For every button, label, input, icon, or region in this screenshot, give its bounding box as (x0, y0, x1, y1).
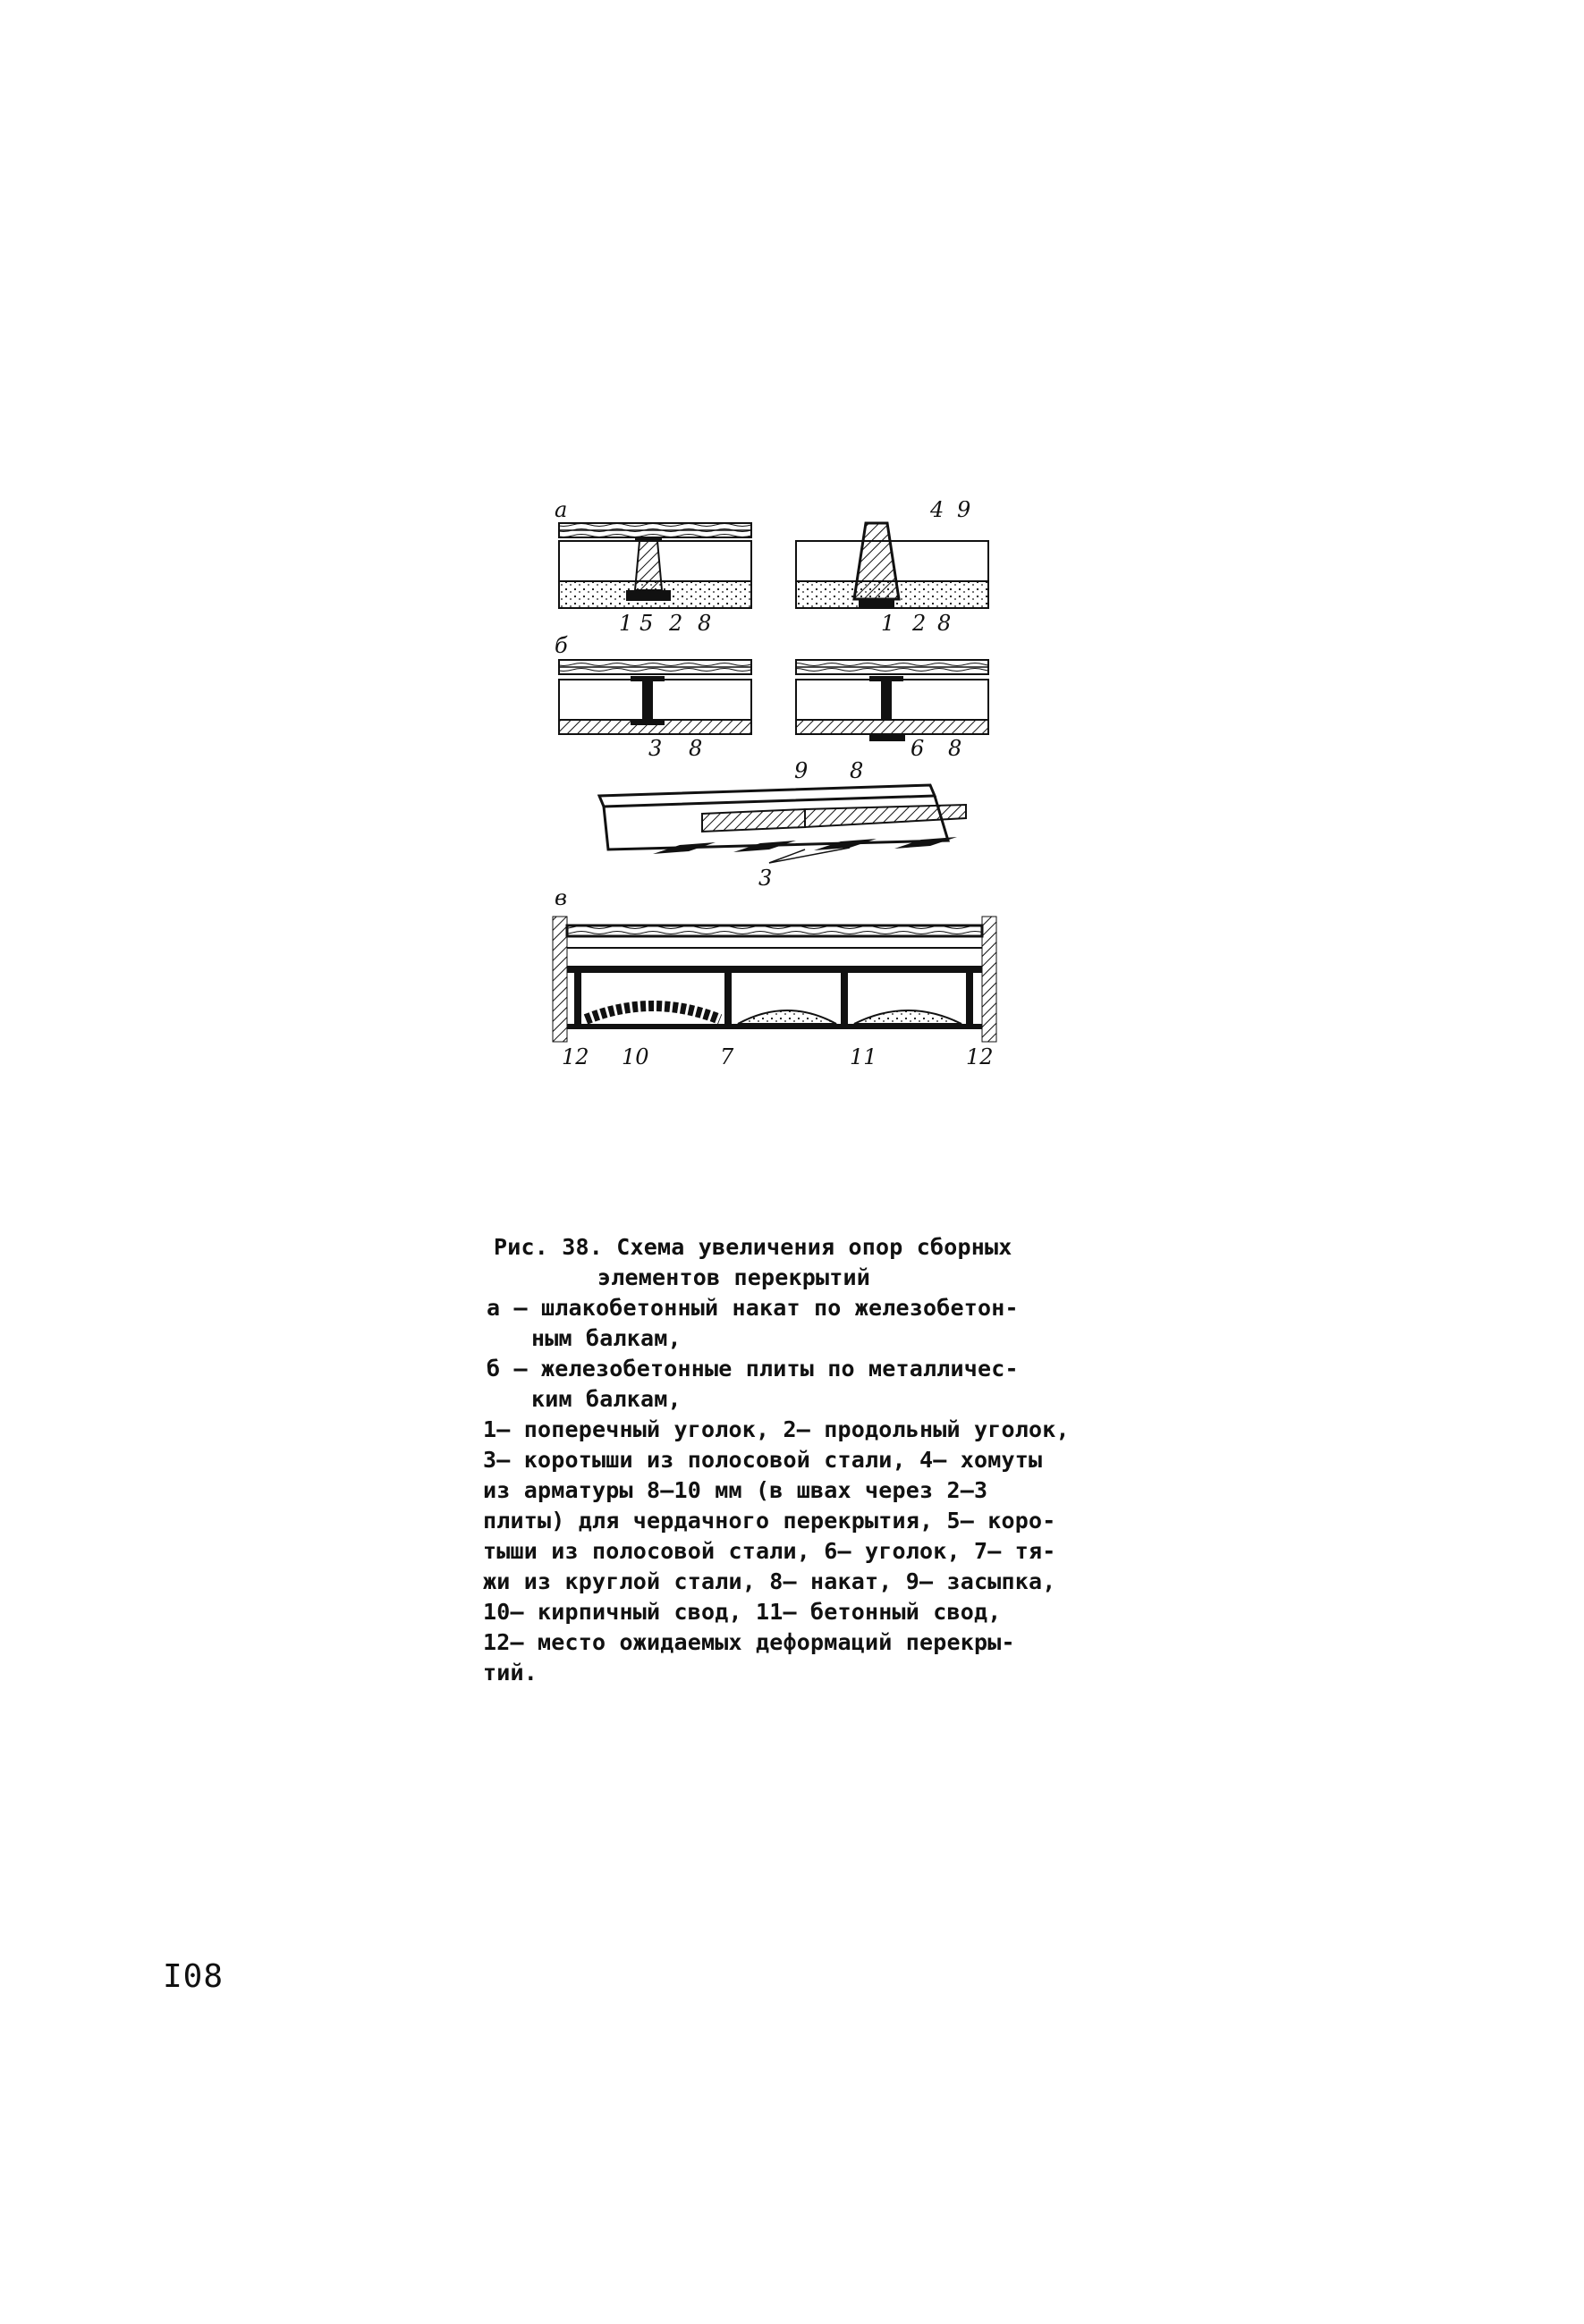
diagram-v (553, 917, 996, 1042)
caption-legend-line: жи из круглой стали, 8– накат, 9– засыпка, (483, 1568, 1056, 1594)
callout-b-left-8: 8 (689, 736, 703, 761)
callout-a-left-8: 8 (698, 611, 712, 636)
callout-v-12-left: 12 (562, 1044, 589, 1069)
figure-caption (483, 1232, 1127, 1688)
caption-legend-line: 10– кирпичный свод, 11– бетонный свод, (483, 1599, 1002, 1625)
diagram-a-left (559, 523, 751, 608)
diagram-b-right (796, 660, 988, 741)
callout-b-persp-3: 3 (758, 866, 773, 891)
diagram-a-right (796, 523, 988, 608)
callout-b-left-3: 3 (648, 736, 663, 761)
caption-legend-line: тий. (483, 1660, 538, 1686)
callout-v-7: 7 (720, 1044, 734, 1069)
caption-legend-line: 12– место ожидаемых деформаций перекры- (483, 1629, 1015, 1655)
caption-legend-line: 3– коротыши из полосовой стали, 4– хомуты (483, 1447, 1043, 1473)
caption-legend-line: тыши из полосовой стали, 6– уголок, 7– тя- (483, 1538, 1056, 1564)
page-number: I08 (163, 1958, 224, 1995)
caption-item-b-line-1: б – железобетонные плиты по металличес- (487, 1356, 1019, 1382)
callout-a-left-2: 2 (669, 611, 683, 636)
callout-a-left-5: 5 (640, 611, 654, 636)
diagram-b-perspective (599, 785, 966, 863)
callout-a-right-1: 1 (881, 611, 895, 636)
caption-legend-line: плиты) для чердачного перекрытия, 5– коро- (483, 1508, 1056, 1534)
callout-b-right-6: 6 (911, 736, 925, 761)
caption-legend-line: 1– поперечный уголок, 2– продольный уголок, (483, 1416, 1070, 1442)
caption-item-a-line-2: ным балкам, (531, 1325, 682, 1351)
callout-b-persp-9: 9 (794, 758, 809, 783)
section-label-v: в (555, 885, 567, 910)
section-label-a: а (555, 501, 568, 522)
callout-b-persp-8: 8 (850, 758, 864, 783)
callout-a-right-9: 9 (957, 501, 971, 522)
caption-legend-line: из арматуры 8–10 мм (в швах через 2–3 (483, 1477, 988, 1503)
diagram-b-left (559, 660, 751, 734)
callout-v-12-right: 12 (966, 1044, 994, 1069)
section-label-b: б (555, 633, 568, 658)
callout-a-right-8: 8 (937, 611, 952, 636)
callout-v-10: 10 (622, 1044, 649, 1069)
caption-title-line-2: элементов перекрытий (597, 1264, 871, 1290)
callout-v-11: 11 (850, 1044, 877, 1069)
callout-b-right-8: 8 (948, 736, 962, 761)
callout-a-right-2: 2 (912, 611, 927, 636)
callout-a-right-4: 4 (930, 501, 944, 522)
caption-title-line-1: Рис. 38. Схема увеличения опор сборных (494, 1234, 1012, 1260)
callout-a-left-1: 1 (619, 611, 633, 636)
construction-figure (537, 501, 1038, 1198)
caption-item-b-line-2: ким балкам, (531, 1386, 682, 1412)
caption-item-a-line-1: а – шлакобетонный накат по железобетон- (487, 1295, 1019, 1321)
